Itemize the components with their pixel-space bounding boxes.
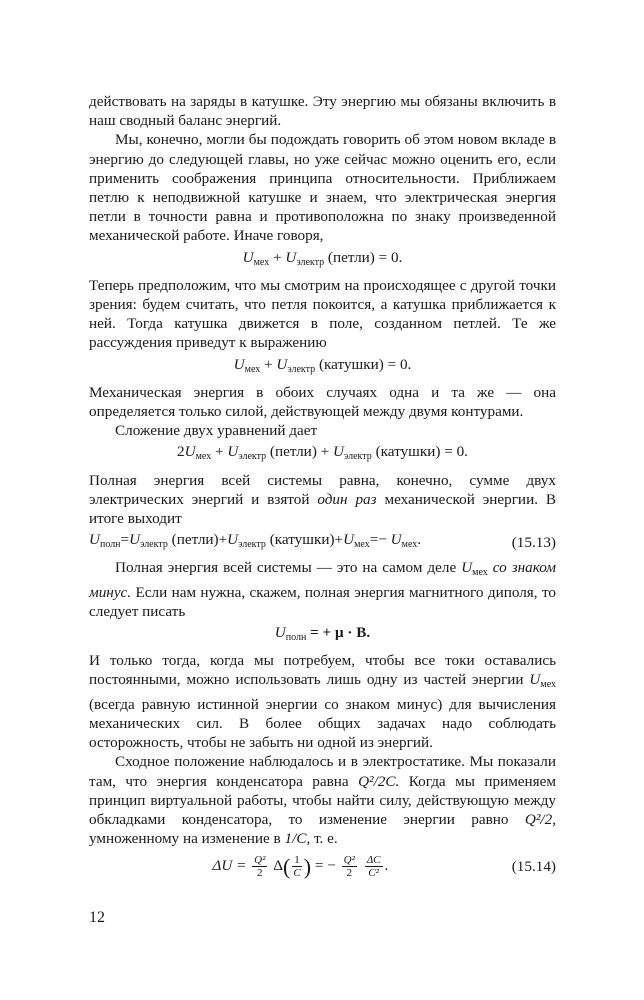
sub-electr: электр (238, 451, 267, 463)
paragraph-1: действовать на заряды в катушке. Эту энергию мы обязаны включить в наш сводный баланс энергий. (89, 93, 556, 130)
equation-1-tail: (петли) = 0. (327, 248, 403, 266)
sub-electr: электр (344, 451, 372, 463)
numerator: Q² (343, 854, 355, 867)
equation-1: $U_{мех} + U_{электр}$ (петли) = 0. (242, 248, 403, 268)
equation-6-body: ΔU = $\frac{\text{Q²}}{2}$ Δ( $\frac{1}{C}$ ) = − $\frac{\text{Q²}}{2}$ $\frac{\Delta C}{\text{C²}}$ . (212, 854, 389, 880)
sub-mex: мех (472, 567, 488, 579)
equation-5-rhs: = + μ · B. (310, 624, 371, 642)
sub-electr: электр (238, 539, 266, 551)
paragraph-9 (89, 752, 556, 848)
equation-3-tail: (катушки) = 0. (375, 443, 468, 461)
page-body (89, 92, 556, 883)
numerator: ΔC (366, 854, 381, 867)
formula-q2-2c: Q²/2C. (358, 772, 400, 790)
sub-mex: мех (244, 363, 261, 375)
paragraph-9-a: Сходное положение наблюдалось и в электростатике. Мы показали там, что энергия конденсатора равна (89, 753, 556, 790)
formula-q2-2: Q²/2, (524, 810, 557, 828)
paragraph-4: Механическая энергия в обоих случаях одна и та же — она определяется только силой, действующей между двумя контурами. (89, 383, 556, 421)
paragraph-5: Сложение двух уравнений дает (115, 422, 318, 440)
paragraph-7-c: Если нам нужна, скажем, полная энергия магнитного диполя, то следует писать (89, 583, 556, 620)
sub-mex: мех (195, 451, 212, 463)
sub-mex: мех (540, 679, 556, 691)
page-number: 12 (89, 909, 105, 926)
paragraph-9-c: Когда мы применяем принцип виртуальной работы, чтобы найти силу, действующую между обкладками конденсатора, то изменение энергии равно (89, 772, 557, 828)
paragraph-7: Полная энергия всей системы — это на самом деле $U_{мех}$ со знаком минус. Если нам нужна, скажем, полная энергия магнитного диполя, то следует писать (89, 559, 557, 620)
emphasis-minus-sign: со знаком минус. (89, 559, 557, 601)
equation-4 (89, 530, 556, 554)
fraction-dc-over-c2 (365, 854, 383, 879)
paragraph-8: И только тогда, когда мы потребуем, чтобы все токи оставались постоянными, можно использовать лишь одну из частей энергии $U_{мех}$ (всегда равную истинной энергии со знаком минус) для вычисления механических сил. В более общих задачах надо соблюдать осторожность, чтобы не забыть ни одной из энергий. (89, 652, 556, 752)
paragraph-8-a: И только тогда, когда мы потребуем, чтобы все токи оставались постоянными, можно использовать лишь одну из частей энергии (89, 652, 556, 689)
numerator: Q² (254, 854, 266, 867)
equation-3-mid: (петли) + (269, 443, 330, 461)
paragraph-7-a: Полная энергия всей системы — это на самом деле (115, 559, 457, 577)
equation-2-tail: (катушки) = 0. (318, 355, 412, 373)
equation-4-body: $U_{полн}=U_{электр}$ $(петли)+U_{электр}$ $(катушки)+U_{мех}=- U_{мех}$. (89, 531, 422, 551)
equation-number: (15.14) (511, 858, 556, 876)
coefficient: 2 (177, 443, 185, 461)
denominator: 2 (346, 867, 353, 880)
paragraph-8-b: (всегда равную истинной энергии со знаком минус) для вычисления механических сил. В более общих задачах надо соблюдать осторожность, чтобы не забыть ни одной из энергий. (89, 695, 556, 752)
paragraph-6-a: Полная энергия всей системы равна, конечно, сумме двух электрических энергий и взятой (89, 471, 556, 508)
sub-poln: полн (285, 632, 307, 644)
sub-electr: электр (140, 539, 168, 551)
paragraph-9-e: умноженному на изменение в (89, 830, 281, 848)
fraction-q2-over-2 (252, 854, 267, 879)
paragraph-3: Теперь предположим, что мы смотрим на происходящее с другой точки зрения: будем считать, что петля покоится, а катушка приближается к ней. Тогда катушка движется в поле, созданном петлей. Те же рассуждения приведут к выражению (89, 276, 556, 352)
equation-3: $2U_{мех} + U_{электр}$ (петли) + $U_{электр}$ (катушки) = 0. (177, 443, 468, 463)
equation-6 (89, 854, 556, 879)
numerator: 1 (294, 854, 300, 867)
denominator: C (293, 867, 301, 880)
paragraph-6-c: механической энергии. В итоге выходит (89, 490, 557, 528)
fraction-1-over-c (292, 854, 302, 879)
paragraph-2: Мы, конечно, могли бы подождать говорить об этом новом вкладе в энергию до следующей главы, но уже сейчас можно оценить его, если применить соображения принципа относительности. Приближаем петлю к неподвижной катушке и знаем, что электрическая энергия петли в точности равна и противоположна по знаку произведенной механической работе. Иначе говоря, (89, 131, 556, 245)
eq4-part1: (петли)+ (171, 531, 228, 549)
denominator: 2 (257, 867, 263, 880)
eq4-part2: (катушки)+ (269, 531, 344, 549)
emphasis-once: один раз (317, 490, 377, 508)
sub-mex: мех (354, 539, 370, 551)
fraction-q2-over-2b (342, 854, 357, 879)
sub-mex: мех (253, 256, 270, 268)
paragraph-9-g: т. е. (314, 830, 338, 848)
sub-electr: электр (287, 363, 316, 375)
formula-1-c: 1/C, (284, 830, 311, 848)
equation-2: $U_{мех} + U_{электр}$ (катушки) = 0. (233, 355, 412, 375)
paragraph-6 (89, 471, 556, 529)
sub-poln: полн (99, 539, 121, 551)
eq6-mid: = − (314, 857, 336, 875)
denominator: C² (368, 867, 379, 880)
eq6-lhs: ΔU = (212, 857, 247, 875)
equation-number: (15.13) (511, 533, 556, 551)
sub-electr: электр (296, 256, 325, 268)
equation-5: $U_{полн}$ = + μ · B. (274, 624, 371, 644)
sub-mex: мех (401, 539, 418, 551)
